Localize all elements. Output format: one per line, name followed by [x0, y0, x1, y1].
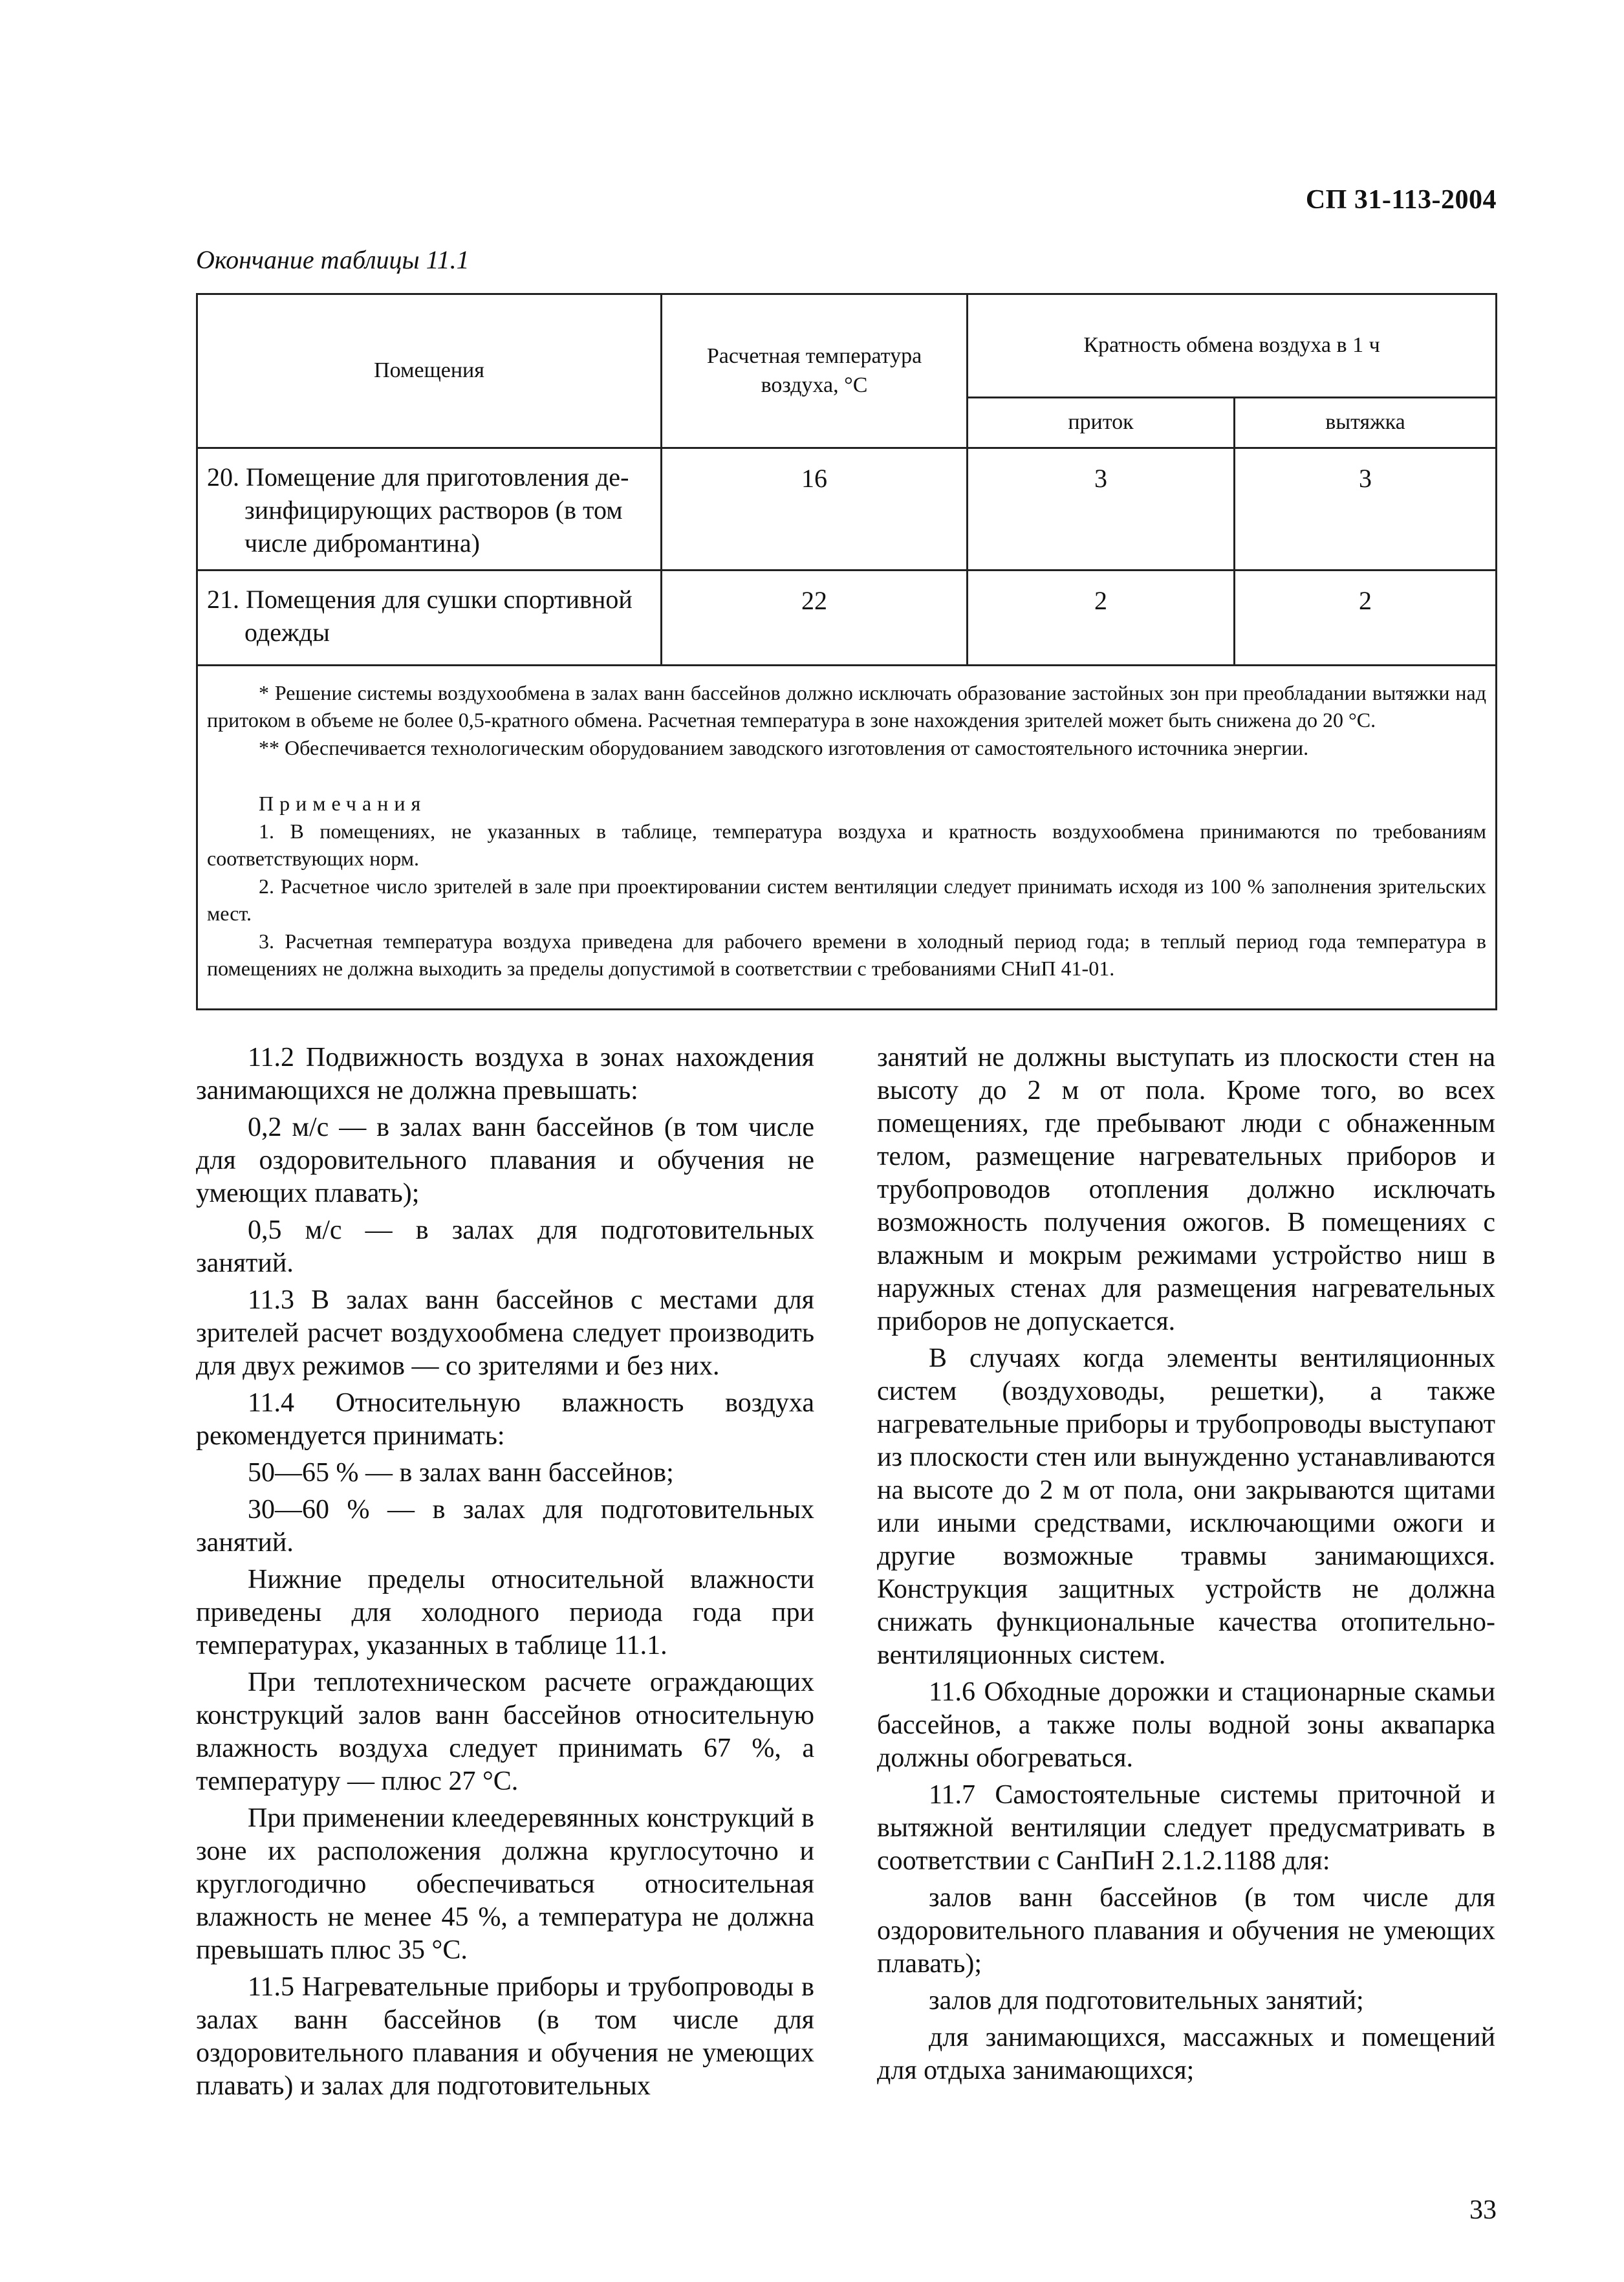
footnote: ** Обеспечивается технологическим оборудованием заводского изготовления от самостоятельного источника энергии. — [259, 735, 1309, 759]
note: 2. Расчетное число зрителей в зале при проектировании систем вентиляции следует принимать исходя из 100 % заполнения зрительских мест. — [207, 874, 1486, 926]
table-notes — [197, 665, 1497, 1009]
row-room-name: 21. Помещения для сушки спортивной одежды — [197, 570, 662, 665]
note: 1. В помещениях, не указанных в таблице, температура воздуха и кратность воздухообмена принимаются по требованиям соответствующих норм. — [207, 819, 1486, 871]
notes-title: Примечания — [259, 792, 427, 816]
paragraph: Нижние пределы относительной влажности приведены для холодного периода года при температурах, указанных в таблице 11.1. — [196, 1565, 814, 1660]
left-column — [196, 1041, 814, 2107]
paragraph: 11.6 Обходные дорожки и стационарные скамьи бассейнов, а также полы водной зоны аквапарка должны обогреваться. — [877, 1677, 1495, 1773]
paragraph: 11.4 Относительную влажность воздуха рекомендуется принимать: — [196, 1388, 814, 1451]
document-code: СП 31-113-2004 — [1305, 185, 1497, 215]
header-rooms: Помещения — [197, 294, 662, 448]
paragraph: 0,5 м/с — в залах для подготовительных занятий. — [196, 1215, 814, 1278]
paragraph: 11.7 Самостоятельные системы приточной и вытяжной вентиляции следует предусматривать в соответствии с СанПиН 2.1.2.1188 для: — [877, 1780, 1495, 1876]
table-row — [197, 570, 1497, 665]
paragraph: В случаях когда элементы вентиляционных систем (воздуховоды, решетки), а также нагревательные приборы и трубопроводы выступают из плоскости стен или вынужденно устанавливаются на высоте до 2 м от пола, они закрываются щитами или иными средствами, исключающими ожоги и другие возможные травмы занимающихся. Конструкция защитных устройств не должна снижать функциональные качества отопительно-вентиляционных систем. — [877, 1343, 1495, 1670]
table-row — [197, 448, 1497, 570]
header-air-exchange: Кратность обмена воздуха в 1 ч — [968, 294, 1497, 398]
row-exhaust: 3 — [1235, 448, 1497, 570]
page-number: 33 — [1469, 2195, 1497, 2225]
row-temperature: 16 — [662, 448, 968, 570]
header-exhaust: вытяжка — [1235, 398, 1497, 448]
paragraph: 30—60 % — в залах для подготовительных занятий. — [196, 1495, 814, 1558]
row-room-name: 20. Помещение для приготовления де- зинфицирующих растворов (в том числе дибромантина) — [197, 448, 662, 570]
paragraph: При применении клеедеревянных конструкций в зоне их расположения должна круглосуточно и круглогодично обеспечиваться относительная влажность не менее 45 %, а температура не должна превышать плюс 35 °С. — [196, 1803, 814, 1965]
row-exhaust: 2 — [1235, 570, 1497, 665]
note: 3. Расчетная температура воздуха приведена для рабочего времени в холодный период года; в теплый период года температура в помещениях не должна выходить за пределы допустимой в соответствии с требованиями СНиП 41-01. — [207, 929, 1486, 981]
paragraph: При теплотехническом расчете ограждающих конструкций залов ванн бассейнов относительную влажность воздуха следует принимать 67 %, а температуру — плюс 27 °С. — [196, 1668, 814, 1796]
header-supply: приток — [968, 398, 1235, 448]
paragraph: для занимающихся, массажных и помещений для отдыха занимающихся; — [877, 2023, 1495, 2085]
header-temperature: Расчетная температура воздуха, °С — [662, 294, 968, 448]
paragraph: 50—65 % — в залах ванн бассейнов; — [248, 1458, 674, 1488]
ventilation-table — [196, 293, 1497, 1010]
paragraph: 11.2 Подвижность воздуха в зонах нахождения занимающихся не должна превышать: — [196, 1043, 814, 1105]
row-supply: 2 — [968, 570, 1235, 665]
table-caption: Окончание таблицы 11.1 — [196, 245, 470, 274]
row-temperature: 22 — [662, 570, 968, 665]
paragraph: залов ванн бассейнов (в том числе для оздоровительного плавания и обучения не умеющих плавать); — [877, 1883, 1495, 1979]
paragraph: занятий не должны выступать из плоскости стен на высоту до 2 м от пола. Кроме того, во всех помещениях, где пребывают люди с обнаженным телом, размещение нагревательных приборов и трубопроводов отопления должно исключать возможность получения ожогов. В помещениях с влажным и мокрым режимами устройство ниш в наружных стенах для размещения нагревательных приборов не допускается. — [877, 1043, 1495, 1336]
body-text — [196, 1041, 1495, 2107]
paragraph: залов для подготовительных занятий; — [929, 1986, 1364, 2016]
footnote: * Решение системы воздухообмена в залах ванн бассейнов должно исключать образование застойных зон при преобладании вытяжки над притоком в объеме не более 0,5-кратного обмена. Расчетная температура в зоне нахождения зрителей может быть снижена до 20 °С. — [207, 680, 1486, 732]
paragraph: 0,2 м/с — в залах ванн бассейнов (в том числе для оздоровительного плавания и обучения не умеющих плавать); — [196, 1113, 814, 1208]
row-supply: 3 — [968, 448, 1235, 570]
paragraph: 11.3 В залах ванн бассейнов с местами для зрителей расчет воздухообмена следует производить для двух режимов — со зрителями и без них. — [196, 1285, 814, 1381]
right-column — [877, 1041, 1495, 2107]
paragraph: 11.5 Нагревательные приборы и трубопроводы в залах ванн бассейнов (в том числе для оздоровительного плавания и обучения не умеющих плавать) и залах для подготовительных — [196, 1972, 814, 2101]
